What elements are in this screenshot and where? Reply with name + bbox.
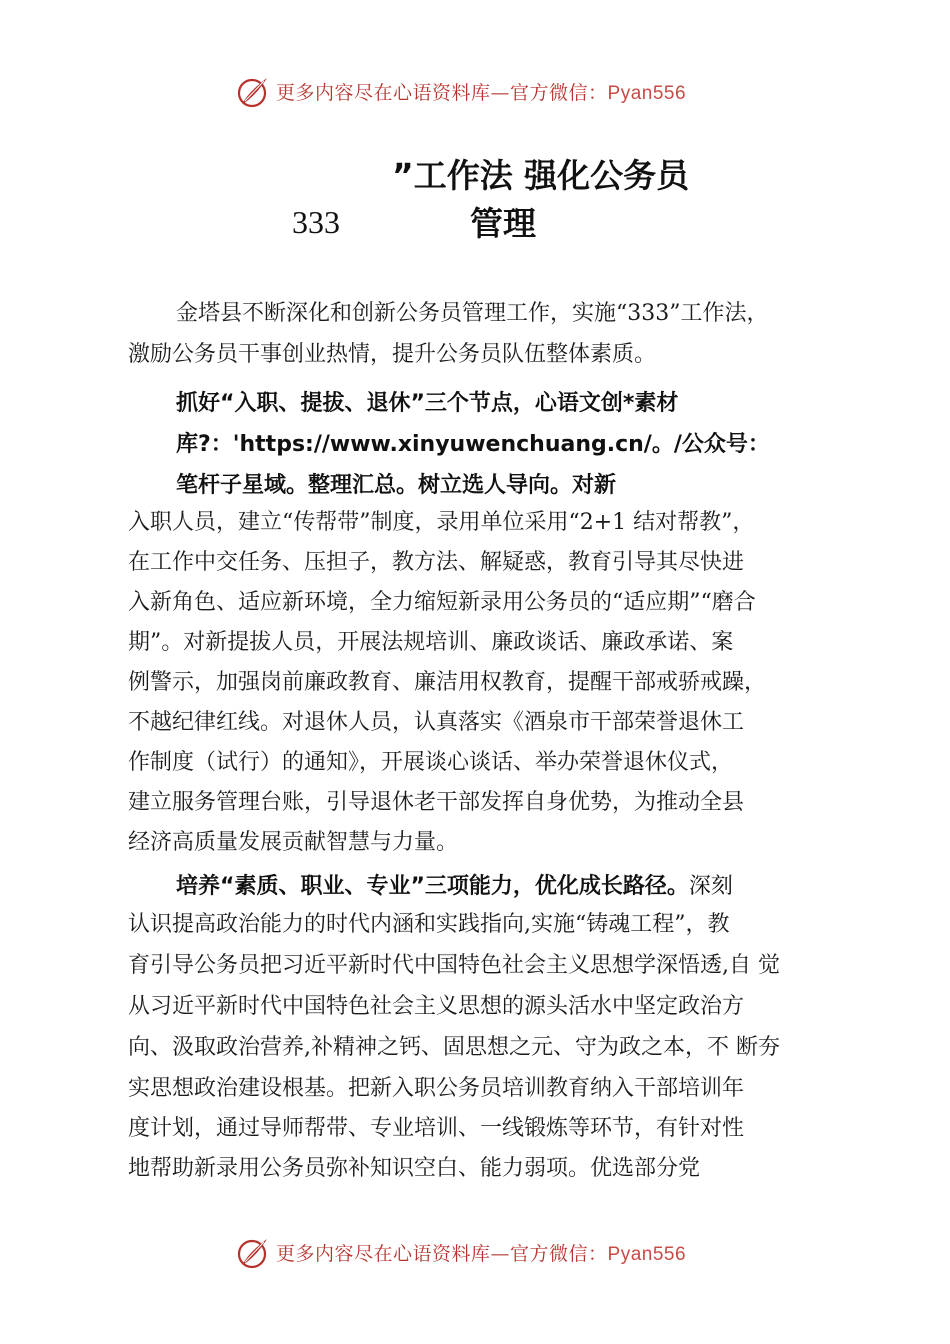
section2-body-line: 度计划，通过导师帮带、专业培训、一线锻炼等环节，有针对性 bbox=[128, 1116, 745, 1141]
banner-text: 更多内容尽在心语资料库 bbox=[276, 1243, 491, 1265]
header-watermark bbox=[0, 72, 950, 112]
banner-wechat-label: 官方微信： bbox=[510, 82, 608, 104]
section2-body-line: 地帮助新录用公务员弥补知识空白、能力弱项。优选部分党 bbox=[128, 1156, 701, 1181]
banner-wechat-id: Pyan556 bbox=[607, 1244, 687, 1265]
section2-heading: 培养“素质、职业、专业”三项能力，优化成长路径。 bbox=[176, 874, 689, 899]
section1-heading-line: 笔杆子星域。整理汇总。树立选人导向。对新 bbox=[176, 473, 617, 498]
banner-wechat-id: Pyan556 bbox=[607, 83, 687, 104]
feather-logo-icon bbox=[234, 1235, 270, 1271]
section1-body-line: 作制度（试行）的通知》，开展谈心谈话、举办荣誉退休仪式， bbox=[128, 750, 734, 775]
banner-text: 更多内容尽在心语资料库 bbox=[276, 82, 491, 104]
section1-body-line: 入新角色、适应新环境，全力缩短新录用公务员的“适应期”“磨合 bbox=[128, 590, 756, 615]
section1-body-line: 期”。对新提拔人员，开展法规培训、廉政谈话、廉政承诺、案 bbox=[128, 630, 734, 655]
section2-body-line: 认识提高政治能力的时代内涵和实践指向,实施“铸魂工程”，教 bbox=[128, 912, 730, 937]
section1-body-line: 不越纪律红线。对退休人员，认真落实《酒泉市干部荣誉退休工 bbox=[128, 710, 745, 735]
section2-body-line: 向、汲取政治营养,补精神之钙、固思想之元、守为政之本，不 断夯 bbox=[128, 1035, 780, 1060]
page-title-number: 333 bbox=[292, 204, 340, 240]
section1-body-line: 在工作中交任务、压担子，教方法、解疑惑，教育引导其尽快进 bbox=[128, 550, 745, 575]
feather-logo-icon bbox=[234, 74, 270, 110]
section1-heading-line: 库?：'https://www.xinyuwenchuang.cn/。/公众号： bbox=[176, 432, 770, 457]
page-title-line1: ”工作法 强化公务员 bbox=[392, 156, 690, 195]
section1-body-line: 经济高质量发展贡献智慧与力量。 bbox=[128, 830, 459, 855]
section2-heading-line bbox=[176, 872, 733, 902]
section2-body-line: 育引导公务员把习近平新时代中国特色社会主义思想学深悟透,自 觉 bbox=[128, 953, 780, 978]
paragraph1-line: 金塔县不断深化和创新公务员管理工作，实施“333”工作法， bbox=[176, 301, 769, 326]
banner-separator: — bbox=[490, 82, 511, 104]
section2-body-line: 从习近平新时代中国特色社会主义思想的源头活水中坚定政治方 bbox=[128, 994, 745, 1019]
page-title-line2: 管理 bbox=[470, 204, 536, 243]
paragraph1-line: 激励公务员干事创业热情，提升公务员队伍整体素质。 bbox=[128, 342, 657, 367]
section2-heading-tail: 深刻 bbox=[688, 874, 733, 899]
footer-watermark bbox=[0, 1233, 950, 1273]
section1-body-line: 建立服务管理台账，引导退休老干部发挥自身优势，为推动全县 bbox=[128, 790, 745, 815]
section1-body-line: 例警示，加强岗前廉政教育、廉洁用权教育，提醒干部戒骄戒躁， bbox=[128, 670, 767, 695]
section1-body-line: 入职人员，建立“传帮带”制度，录用单位采用“2+1 结对帮教”， bbox=[128, 510, 755, 535]
banner-separator: — bbox=[490, 1243, 511, 1265]
section1-heading-line: 抓好“入职、提拔、退休”三个节点，心语文创*素材 bbox=[176, 391, 679, 416]
banner-wechat-label: 官方微信： bbox=[510, 1243, 608, 1265]
section2-body-line: 实思想政治建设根基。把新入职公务员培训教育纳入干部培训年 bbox=[128, 1076, 745, 1101]
